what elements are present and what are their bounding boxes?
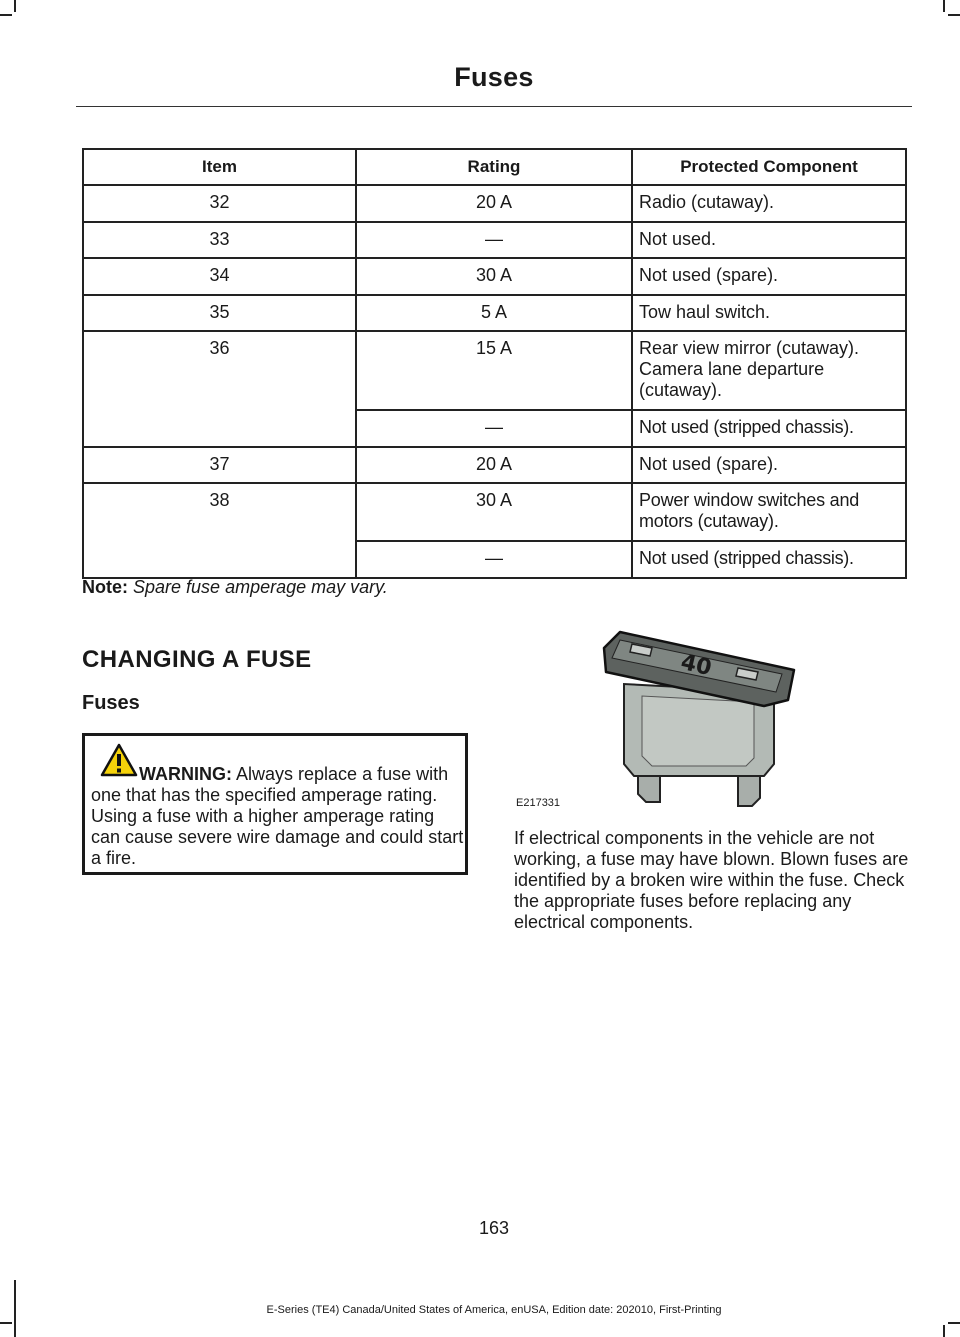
rating-cell: — (356, 410, 632, 447)
figure-id: E217331 (516, 797, 561, 809)
crop-mark (943, 1325, 945, 1337)
header-divider (76, 106, 912, 107)
crop-mark (948, 1322, 960, 1324)
column-header-protected-component: Protected Component (632, 149, 906, 185)
rating-cell: 15 A (356, 331, 632, 410)
table-row (83, 222, 906, 258)
warning-label: WARNING: (139, 764, 232, 784)
table-row (83, 185, 906, 222)
item-cell: 33 (83, 222, 356, 258)
component-cell: Tow haul switch. (632, 295, 906, 331)
page-title: Fuses (454, 62, 534, 92)
subsection-title: Fuses (82, 692, 140, 714)
component-cell: Rear view mirror (cutaway). Camera lane departure (cutaway). (632, 331, 906, 410)
item-cell: 37 (83, 447, 356, 483)
column-header-rating: Rating (356, 149, 632, 185)
component-cell: Not used. (632, 222, 906, 258)
table-row (83, 295, 906, 331)
crop-mark (943, 0, 945, 12)
component-cell: Not used (spare). (632, 447, 906, 483)
component-cell: Not used (spare). (632, 258, 906, 295)
rating-cell: 20 A (356, 185, 632, 222)
rating-cell: 30 A (356, 483, 632, 541)
warning-box (82, 733, 468, 875)
warning-text (91, 764, 467, 869)
component-cell: Radio (cutaway). (632, 185, 906, 222)
body-paragraph: If electrical components in the vehicle are not working, a fuse may have blown. Blown fuses are identified by a broken wire within the fuse. Check the appropriate fuses before replacing any electrical components. (514, 828, 909, 932)
table-row (83, 447, 906, 483)
component-cell: Not used (stripped chassis). (632, 410, 906, 447)
fuse-table (82, 148, 907, 579)
page-number: 163 (478, 1218, 510, 1238)
item-cell: 35 (83, 295, 356, 331)
note-text: Spare fuse amperage may vary. (133, 577, 388, 597)
table-row (83, 483, 906, 541)
rating-cell: — (356, 541, 632, 578)
rating-cell: — (356, 222, 632, 258)
note-label: Note: (82, 577, 128, 597)
table-row (83, 258, 906, 295)
warning-message: Always replace a fuse with one that has the specified amperage rating. Using a fuse with a higher amperage rating can cause severe wire damage and could start a fire. (91, 764, 464, 868)
item-cell: 34 (83, 258, 356, 295)
crop-mark (948, 14, 960, 16)
rating-cell: 5 A (356, 295, 632, 331)
crop-mark (0, 1322, 12, 1324)
item-cell: 36 (83, 331, 356, 447)
item-cell: 32 (83, 185, 356, 222)
section-title: CHANGING A FUSE (82, 646, 312, 673)
column-header-item: Item (83, 149, 356, 185)
component-cell: Not used (stripped chassis). (632, 541, 906, 578)
rating-cell: 30 A (356, 258, 632, 295)
table-header-row (83, 149, 906, 185)
fuse-rating-label: 40 (678, 649, 714, 682)
rating-cell: 20 A (356, 447, 632, 483)
table-row (83, 331, 906, 410)
footer-text: E-Series (TE4) Canada/United States of America, enUSA, Edition date: 202010, First-Printing (266, 1304, 722, 1316)
component-cell: Power window switches and motors (cutaway). (632, 483, 906, 541)
item-cell: 38 (83, 483, 356, 578)
note (82, 577, 388, 598)
fuse-illustration (598, 626, 803, 811)
crop-mark (14, 0, 16, 12)
crop-mark (0, 14, 12, 16)
